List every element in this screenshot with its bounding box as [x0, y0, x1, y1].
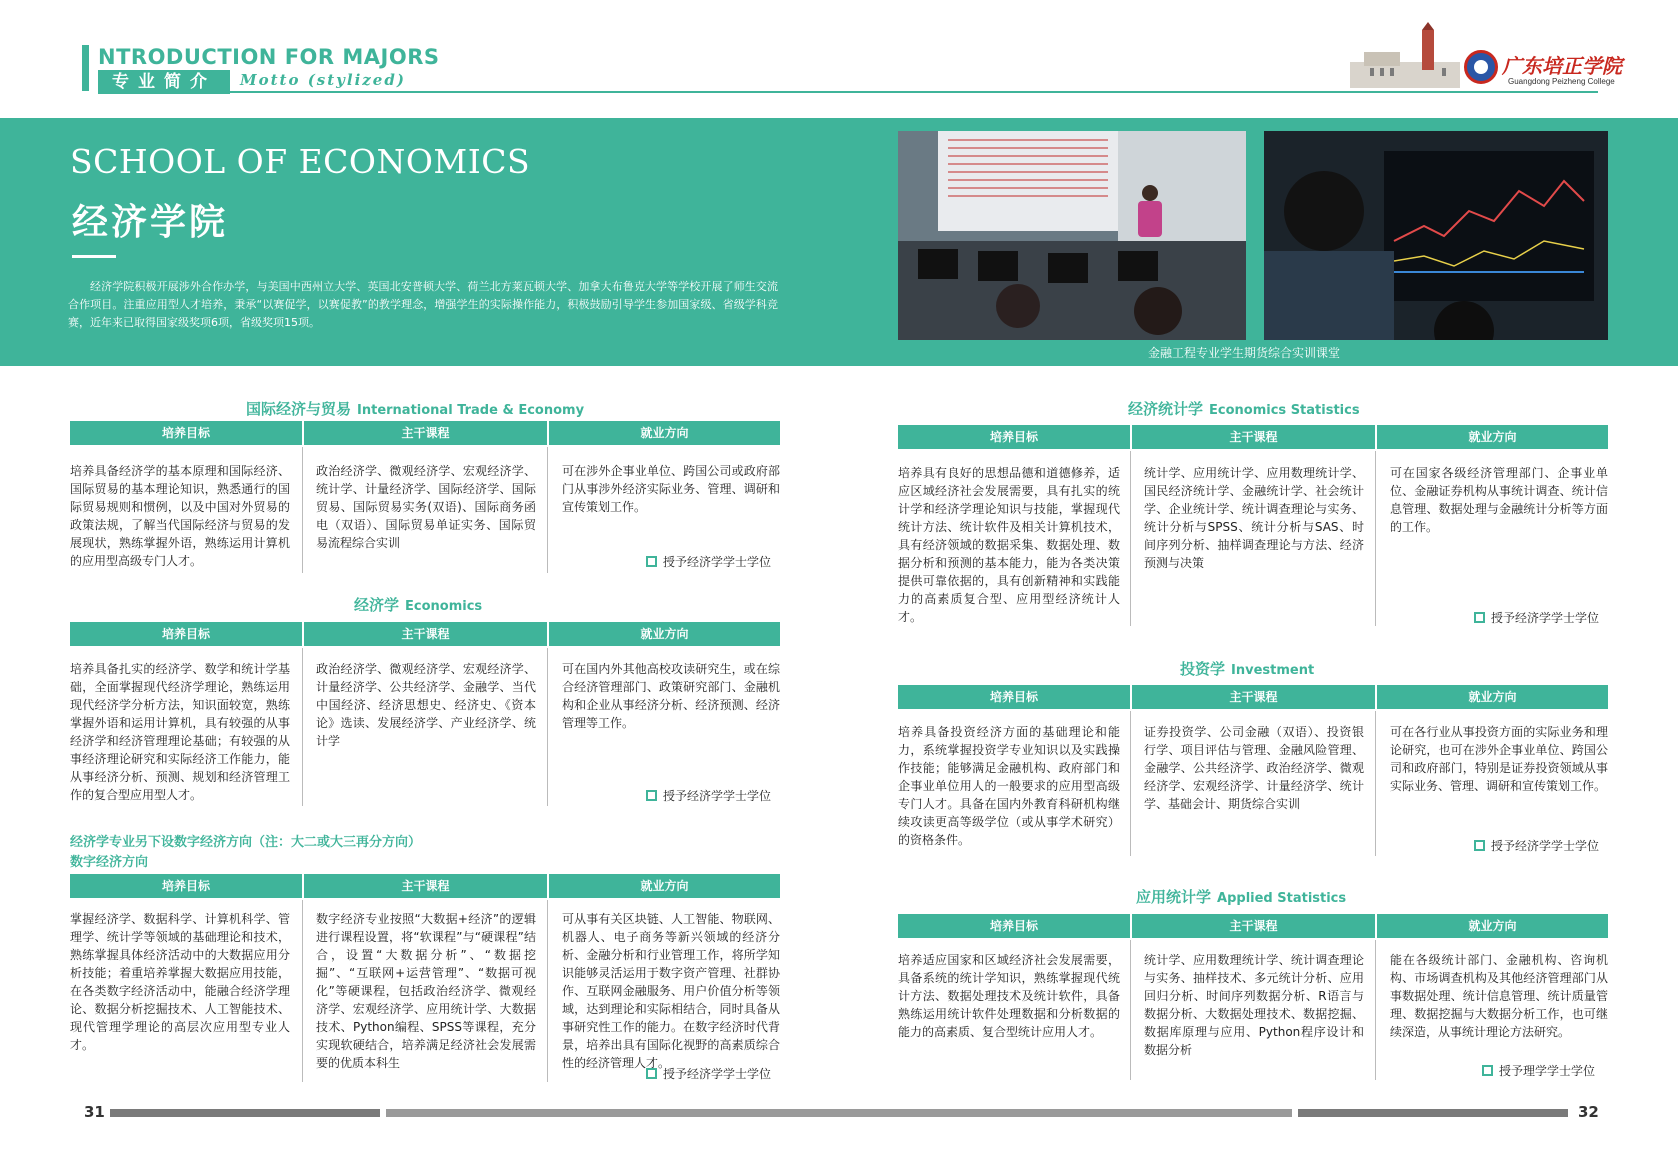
col-header-career: 就业方向: [549, 874, 780, 898]
stats-degree: [1474, 609, 1599, 626]
column-divider: [302, 447, 303, 573]
program-title-zh: 国际经济与贸易: [246, 400, 352, 418]
stats-courses-text: 统计学、应用统计学、应用数理统计学、国民经济统计学、金融统计学、社会统计学、企业统计学、统计调查理论与实务、统计分析与SPSS、统计分析与SAS、时间序列分析、抽样调查理论与方法、经济预测与决策: [1144, 466, 1364, 570]
col-header-goal: 培养目标: [70, 421, 302, 445]
page-header: [0, 0, 1678, 100]
column-divider: [1375, 940, 1376, 1080]
column-divider: [1130, 451, 1131, 626]
applied-career-text: 能在各级统计部门、金融机构、咨询机构、市场调查机构及其他经济管理部门从事数据处理、统计信息管理、统计质量管理、数据挖掘与大数据分析工作，也可继续深造，从事统计理论方法研究。: [1390, 953, 1608, 1039]
degree-text: 授予经济学学士学位: [1491, 839, 1600, 853]
program-title-en: Economics: [405, 599, 483, 614]
digital-courses-text: 数字经济专业按照“大数据+经济”的逻辑进行课程设置，将“软课程”与“硬课程”结合，设置“大数据分析”、“数据挖掘”、“互联网+运营管理”、“数据可视化”等硬课程，包括政治经济学、微观经济学、宏观经济学、应用统计学、大数据技术、Python编程、SPSS等课程，充分实现软硬结合，培养满足经济社会发展需要的优质本科生: [316, 912, 536, 1070]
degree-text: 授予经济学学士学位: [663, 1067, 772, 1081]
college-name-en: Guangdong Peizheng College: [1508, 77, 1615, 86]
column-divider: [1375, 711, 1376, 856]
column-divider: [547, 447, 548, 573]
stats-career-text: 可在国家各级经济管理部门、企事业单位、金融证券机构从事统计调查、统计信息管理、数据处理与金融统计分析等方面的工作。: [1390, 466, 1608, 534]
invest-goal-text: 培养具备投资经济方面的基础理论和能力，系统掌握投资学专业知识以及实践操作技能；能够满足金融机构、政府部门和企事业单位用人的一般要求的应用型高级专门人才。具备在国内外教育科研机构继续攻读更高等级学位（或从事学术研究）的资格条件。: [898, 725, 1120, 847]
applied-courses-text: 统计学、应用数理统计学、统计调查理论与实务、抽样技术、多元统计分析、应用回归分析、时间序列数据分析、R语言与数据分析、大数据处理技术、数据挖掘、数据库原理与应用、Python程序设计和数据分析: [1144, 953, 1364, 1057]
trading-lab-photo: [1264, 131, 1608, 340]
campus-building-icon: [1350, 22, 1460, 88]
trade-courses-text: 政治经济学、微观经济学、宏观经济学、统计学、计量经济学、国际经济学、国际贸易、国际贸易实务(双语)、国际商务函电（双语）、国际贸易单证实务、国际贸易流程综合实训: [316, 464, 536, 550]
invest-courses-text: 证券投资学、公司金融（双语）、投资银行学、项目评估与管理、金融风险管理、金融学、公共经济学、政治经济学、微观经济学、宏观经济学、计量经济学、统计学、基础会计、期货综合实训: [1144, 725, 1364, 811]
checkbox-icon: [1482, 1065, 1493, 1076]
footer-bar: [386, 1109, 1292, 1117]
col-header-courses: 主干课程: [304, 421, 547, 445]
col-header-courses: 主干课程: [1132, 914, 1375, 938]
header-title-en: NTRODUCTION FOR MAJORS: [98, 45, 440, 69]
col-header-courses: 主干课程: [1132, 425, 1375, 449]
degree-text: 授予经济学学士学位: [663, 789, 772, 803]
checkbox-icon: [646, 790, 657, 801]
program-title-en: International Trade & Economy: [357, 403, 585, 418]
photo-caption: 金融工程专业学生期货综合实训课堂: [1148, 346, 1341, 360]
checkbox-icon: [1474, 840, 1485, 851]
invest-degree: [1474, 837, 1599, 854]
col-header-goal: 培养目标: [898, 425, 1130, 449]
checkbox-icon: [646, 1068, 657, 1079]
table-header-applied: [898, 914, 1608, 938]
program-title-econ: [354, 594, 482, 615]
stats-goal-text: 培养具有良好的思想品德和道德修养，适应区域经济社会发展需要，具有扎实的统计学和经济学理论知识与技能，掌握现代统计方法、统计软件及相关计算机技术，具有经济领域的数据采集、数据处理、数据分析和预测的基本能力，能为各类决策提供可靠依据的，具有创新精神和实践能力的高素质复合型、应用型经济统计人才。: [898, 466, 1120, 624]
column-divider: [1130, 940, 1131, 1080]
program-title-en: Economics Statistics: [1209, 403, 1360, 418]
degree-text: 授予经济学学士学位: [663, 555, 772, 569]
header-title-zh: 专业简介: [98, 70, 230, 94]
column-divider: [547, 900, 548, 1082]
trade-goal-text: 培养具备经济学的基本原理和国际经济、国际贸易的基本理论知识，熟悉通行的国际贸易规则和惯例，以及中国对外贸易的政策法规，了解当代国际经济与贸易的发展现状，熟练掌握外语，熟练运用计算机的应用型高级专门人才。: [70, 464, 290, 568]
col-header-career: 就业方向: [1377, 425, 1608, 449]
column-divider: [302, 900, 303, 1082]
econ-degree: [646, 787, 771, 804]
column-divider: [302, 648, 303, 806]
col-header-career: 就业方向: [549, 622, 780, 646]
program-title-zh: 经济学: [354, 596, 400, 614]
checkbox-icon: [646, 556, 657, 567]
program-title-invest: [1180, 658, 1314, 679]
digital-note: 经济学专业另下设数字经济方向（注：大二或大三再分方向）: [70, 835, 422, 850]
invest-career-text: 可在各行业从事投资方面的实际业务和理论研究，也可在涉外企事业单位、跨国公司和政府部门，特别是证券投资领域从事实际业务、管理、调研和宣传策划工作。: [1390, 725, 1608, 793]
col-header-courses: 主干课程: [304, 622, 547, 646]
econ-goal-text: 培养具备扎实的经济学、数学和统计学基础，全面掌握现代经济学理论，熟练运用现代经济学分析方法，知识面较宽，熟练掌握外语和运用计算机，具有较强的从事经济学和经济管理理论基础；有较强的从事经济理论研究和实际经济工作能力，能从事经济分析、预测、规划和经济管理工作的复合型应用型人才。: [70, 662, 290, 802]
page-number-right: 32: [1578, 1103, 1599, 1121]
econ-career-text: 可在国内外其他高校攻读研究生，或在综合经济管理部门、政策研究部门、金融机构和企业从事经济分析、经济预测、经济管理等工作。: [562, 662, 780, 730]
digital-goal-text: 掌握经济学、数据科学、计算机科学、管理学、统计学等领域的基础理论和技术，熟练掌握具体经济活动中的大数据应用分析技能；着重培养掌握大数据应用技能，在各类数字经济活动中，能融合经济学理论、数据分析挖掘技术、人工智能技术、现代管理学理论的高层次应用型专业人才。: [70, 912, 290, 1052]
col-header-career: 就业方向: [549, 421, 780, 445]
col-header-career: 就业方向: [1377, 685, 1608, 709]
col-header-goal: 培养目标: [898, 685, 1130, 709]
page-number-left: 31: [84, 1103, 105, 1121]
checkbox-icon: [1474, 612, 1485, 623]
program-title-en: Applied Statistics: [1217, 891, 1347, 906]
header-motto: Motto (stylized): [240, 71, 406, 89]
classroom-photo: [898, 131, 1246, 340]
title-underline: [72, 255, 116, 258]
footer-bar: [1298, 1109, 1568, 1117]
trade-career-text: 可在涉外企事业单位、跨国公司或政府部门从事涉外经济实际业务、管理、调研和宣传策划工作。: [562, 464, 780, 514]
col-header-career: 就业方向: [1377, 914, 1608, 938]
digital-career-text: 可从事有关区块链、人工智能、物联网、机器人、电子商务等新兴领域的经济分析、金融分析和行业管理工作，将所学知识能够灵活运用于数字资产管理、社群协作、互联网金融服务、用户价值分析等领域，达到理论和实际相结合，同时具备从事研究性工作的能力。在数字经济时代背景，培养出具有国际化视野的高素质综合性的经济管理人才。: [562, 912, 780, 1070]
degree-text: 授予经济学学士学位: [1491, 611, 1600, 625]
trade-degree: [646, 553, 771, 570]
col-header-goal: 培养目标: [70, 622, 302, 646]
table-header-trade: [70, 421, 780, 445]
col-header-goal: 培养目标: [898, 914, 1130, 938]
table-header-stats: [898, 425, 1608, 449]
column-divider: [1130, 711, 1131, 856]
program-title-applied: [1136, 886, 1346, 907]
applied-degree: [1482, 1062, 1595, 1079]
header-accent-bar: [82, 45, 89, 91]
school-title-zh: 经济学院: [72, 202, 229, 243]
program-title-trade: [246, 398, 584, 419]
digital-degree: [646, 1065, 771, 1082]
table-header-econ: [70, 622, 780, 646]
header-rule: [228, 91, 1598, 93]
table-header-invest: [898, 685, 1608, 709]
econ-courses-text: 政治经济学、微观经济学、宏观经济学、计量经济学、公共经济学、金融学、当代中国经济、经济思想史、经济史、《资本论》选读、发展经济学、产业经济学、统计学: [316, 662, 536, 748]
program-title-zh: 投资学: [1180, 660, 1226, 678]
college-name: 广东培正学院: [1502, 54, 1622, 78]
col-header-goal: 培养目标: [70, 874, 302, 898]
footer-bar: [110, 1109, 380, 1117]
school-title-en: SCHOOL OF ECONOMICS: [70, 142, 531, 181]
col-header-courses: 主干课程: [1132, 685, 1375, 709]
school-intro: 经济学院积极开展涉外合作办学，与美国中西州立大学、英国北安普顿大学、荷兰北方莱瓦顿大学、加拿大布鲁克大学等学校开展了师生交流合作项目。注重应用型人才培养，秉承“以赛促学，以赛促教”的教学理念，增强学生的实际操作能力，积极鼓励引导学生参加国家级、省级学科竞赛，近年来已取得国家级奖项6项，省级奖项15项。: [68, 280, 778, 329]
column-divider: [547, 648, 548, 806]
table-header-digital: [70, 874, 780, 898]
program-title-en: Investment: [1231, 663, 1315, 678]
program-title-zh: 应用统计学: [1136, 888, 1212, 906]
applied-goal-text: 培养适应国家和区域经济社会发展需要，具备系统的统计学知识，熟练掌握现代统计方法、数据处理技术及统计软件，具备熟练运用统计软件处理数据和分析数据的能力的高素质、复合型统计应用人才。: [898, 953, 1120, 1039]
program-title-zh: 经济统计学: [1128, 400, 1204, 418]
col-header-courses: 主干课程: [304, 874, 547, 898]
degree-text: 授予理学学士学位: [1499, 1064, 1596, 1078]
digital-title: 数字经济方向: [70, 855, 149, 870]
column-divider: [1375, 451, 1376, 626]
program-title-stats: [1128, 398, 1360, 419]
college-logo-icon: [1464, 50, 1498, 84]
